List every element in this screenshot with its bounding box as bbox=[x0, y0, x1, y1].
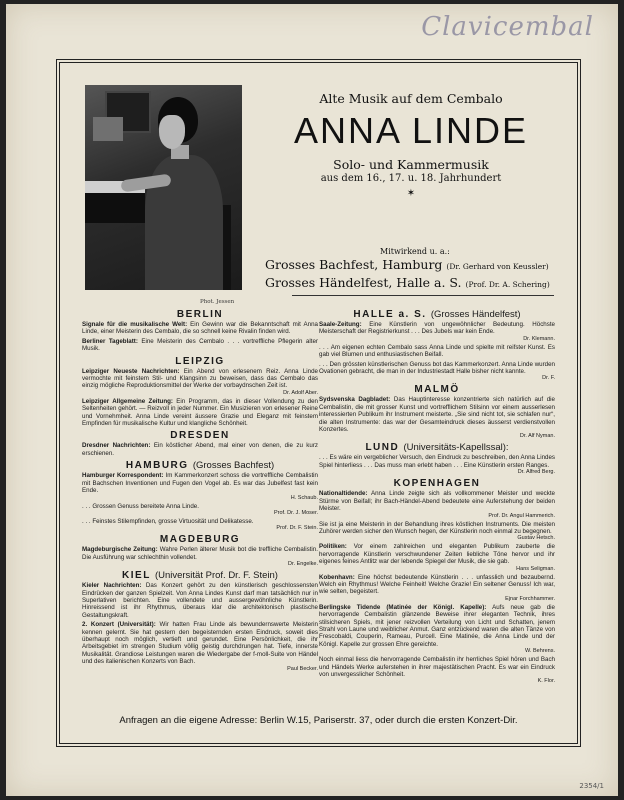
review: Berlingske Tidende (Matinée der Königl. Kapelle): Aufs neue gab die hervorragende Cembalistin glänzende Beweise ihrer eleganten Technik, ihres stilsicheren Spiels, mit jener reizvollen Verteilung von Licht und Schatten, jenem Strahl von Laune und weiblicher Anmut. Ganz entzückend waren die alten Tänze von Frescobaldi, Couperin, Rameau, Purcell. Eine Matinée, die Anna Linde und der Königl. Kapelle zur grossen Ehre gereichte. W. Behrens. bbox=[319, 603, 555, 655]
review: 2. Konzert (Universität): Wir hatten Frau Linde als bewundernswerte Meisterin kennen gelernt. Sie hat gestern den begeisternden ersten Eindruck, soweit dies überhaupt noch möglich, vertieft und gerundet. Eine Persönlichkeit, die ihr Arbeitsgebiet im strengen Studium völlig geistig durchdrungen hat. Tiefe, innerste Musikalität. Grandiose Leistungen waren die Wiedergabe der f-moll-Suite von Händel und des italienischen Konzerts von Bach. Paul Becker. bbox=[82, 621, 318, 672]
review: Kobenhavn: Eine höchst bedeutende Künstlerin . . . unfasslich und bezaubernd. Welch ein Rhythmus! Welche Feinheit! Welche Grazie! Ein seltener Genuss! Ich war, wie selten, begeistert. Ejnar Forchhammer. bbox=[319, 573, 555, 602]
contact-footer: Anfragen an die eigene Adresse: Berlin W.15, Pariserstr. 37, oder durch die ersten Konzert-Dir. bbox=[119, 715, 518, 726]
city-heading: DRESDEN bbox=[170, 430, 230, 442]
review: . . . Feinstes Stilempfinden, grosse Virtuosität und Delikatesse. Prof. Dr. F. Stein. bbox=[82, 517, 318, 532]
review: . . . Den grössten künstlerischen Genuss bot das Kammerkonzert. Anna Linde wurden Ovationen gebracht, die man in der Industriestadt Halle bisher nicht kannte. Dr. F. bbox=[319, 360, 555, 382]
city-heading: HAMBURG (Grosses Bachfest) bbox=[125, 460, 275, 472]
review: Magdeburgische Zeitung: Wahre Perlen älterer Musik bot die treffliche Cembalistin. Die Ausführung war schlechthin vollendet. Dr. Engelke. bbox=[82, 546, 318, 568]
city-heading: MALMÖ bbox=[414, 384, 460, 396]
city-heading: KIEL (Universität Prof. Dr. F. Stein) bbox=[122, 570, 278, 582]
review: Sie ist ja eine Meisterin in der Behandlung ihres köstlichen Instruments. Die meisten Zuhörer werden sicher den Wunsch hegen, der Künstlerin noch einmal zu begegnen. Gustav Hetsch. bbox=[319, 520, 555, 542]
review: Kieler Nachrichten: Das Konzert gehört zu den künstlerisch geschlossensten Eindrücken der ganzen Spielzeit. Von Anna Lindes Kunst darf man tatsächlich nur in Superlativen berichten. Eine vollendete und aussergewöhnliche Künstlerin. Hinreissend ist ihr Rhythmus, überaus klar die architektonisch plastische Gestaltungskraft. bbox=[82, 582, 318, 619]
festival-bach: Grosses Bachfest, Hamburg (Dr. Gerhard von Keussler) bbox=[265, 257, 549, 272]
handwritten-note: Clavicembal bbox=[421, 12, 594, 42]
accession-number: 2354/1 bbox=[579, 782, 604, 790]
city-heading: LUND (Universitäts-Kapellssal): bbox=[365, 442, 509, 454]
review: Signale für die musikalische Welt: Ein Gewinn war die Bekanntschaft mit Anna Linde, einer Meisterin des Cembalo, die so schnell keine Rivalin finden wird. bbox=[82, 321, 318, 336]
city-heading: KOPENHAGEN bbox=[393, 478, 481, 490]
review: . . . Es wäre ein vergeblicher Versuch, den Eindruck zu beschreiben, den Anna Lindes Spiel hinterliess . . . Das muss man erlebt haben . . . Eine Künstlerin ersten Ranges. Dr. Alfred Berg. bbox=[319, 454, 555, 476]
review: Saale-Zeitung: Eine Künstlerin von ungewöhnlicher Bedeutung. Höchste Meisterschaft der Registrierkunst . . . Des Jubels war kein Ende. Dr. Klemann. bbox=[319, 321, 555, 342]
city-heading: BERLIN bbox=[176, 309, 224, 320]
review: Noch einmal liess die hervorragende Cembalistin ihr herrliches Spiel hören und Bach und Händels Werke auferstehen in ihrer majestätischen Pracht. Es war ein Eindruck von unvergesslicher Schönheit. K. Flor. bbox=[319, 656, 555, 685]
review: Hamburger Korrespondent: Im Kammerkonzert schoss die vortreffliche Cembalistin mit Bachschen Inventionen und Fugen den Vogel ab. Es war das Jubelfest fast kein Ende. H. Schaub. bbox=[82, 472, 318, 501]
review: Sydsvenska Dagbladet: Das Hauptinteresse konzentrierte sich natürlich auf die Cembalistin, die mit grosser Kunst und vortrefflichem Stilsinn vor einem ausserlesen interessierten Publikum ihr Instrument meisterte. „Sie sind nicht tot, sie schlafen nur“, die alten Instrumente: das war der Gesamteindruck dieses äusserst verdienstvollen Konzertes. Dr. Alf Nyman. bbox=[319, 396, 555, 440]
review: Dresdner Nachrichten: Ein köstlicher Abend, mal einer von denen, die zu kurz erschienen. bbox=[82, 442, 318, 457]
header bbox=[255, 87, 567, 199]
reviews-left-column bbox=[82, 306, 318, 674]
review: Nationaltidende: Anna Linde zeigte sich als vollkommener Meister und weckte Stürme von Beifall; ihr Bach-Händel-Abend bedeutete eine Auferstehung der beiden Meister. Prof. Dr. Angul Hammerich. bbox=[319, 490, 555, 519]
photo-credit: Phot. Jessen bbox=[200, 299, 235, 305]
review: . . . Am eigenen echten Cembalo sass Anna Linde und spielte mit reifster Kunst. Es gab viel Blumen und enthusiastischen Beifall. bbox=[319, 343, 555, 359]
review: Leipziger Neueste Nachrichten: Ein Abend von erlesenem Reiz. Anna Linde vermochte mit feinstem Stil- und Klangsinn zu beweisen, dass das Cembalo das einzig mögliche Reproduktionsmittel der Werke der vorbaydnschen Zeit ist. Dr. Adolf Aber. bbox=[82, 367, 318, 396]
period-line: aus dem 16., 17. u. 18. Jahrhundert bbox=[320, 173, 502, 184]
genre-line: Solo- und Kammermusik bbox=[333, 157, 489, 172]
city-heading: LEIPZIG bbox=[175, 355, 225, 367]
artist-name: ANNA LINDE bbox=[293, 110, 529, 151]
page-border bbox=[59, 62, 578, 744]
header-subtitle: Alte Musik auf dem Cembalo bbox=[319, 91, 503, 106]
review: . . . Grossen Genuss bereitete Anna Linde. Prof. Dr. J. Moser. bbox=[82, 502, 318, 516]
city-heading: MAGDEBURG bbox=[159, 534, 241, 546]
program-sheet bbox=[6, 4, 618, 796]
review: Leipziger Allgemeine Zeitung: Ein Programm, das in dieser Vollendung zu den Seltenheiten gehört. — Reizvoll in jeder Nummer. Ein Musizieren von erlesener Reine und Vornehmheit. Anna Linde vereint äussere Grazie und Eleganz mit feinstem Empfinden für musikalische Kultur und klangliche Schönheit. bbox=[82, 397, 318, 428]
review: Politiken: Vor einem zahlreichen und eleganten Publikum zauberte die hervorragende Künstlerin verschwundener Zeiten liebliche Töne hervor und ihr eigenes feines Antlitz war der lebende Spiegel der Musik, die sie gab. Hans Seligman. bbox=[319, 543, 555, 572]
divider bbox=[292, 295, 554, 296]
reviews-right-column bbox=[319, 306, 555, 686]
star-ornament: ✶ bbox=[406, 188, 416, 199]
city-heading: HALLE a. S. (Grosses Händelfest) bbox=[353, 309, 521, 320]
festival-haendel: Grosses Händelfest, Halle a. S. (Prof. Dr. A. Schering) bbox=[265, 275, 550, 290]
portrait-photo bbox=[85, 85, 242, 290]
review: Berliner Tageblatt: Eine Meisterin des Cembalo . . . vortreffliche Pflegerin alter Musik. bbox=[82, 337, 318, 353]
mitwirkend-label: Mitwirkend u. a.: bbox=[380, 247, 450, 256]
